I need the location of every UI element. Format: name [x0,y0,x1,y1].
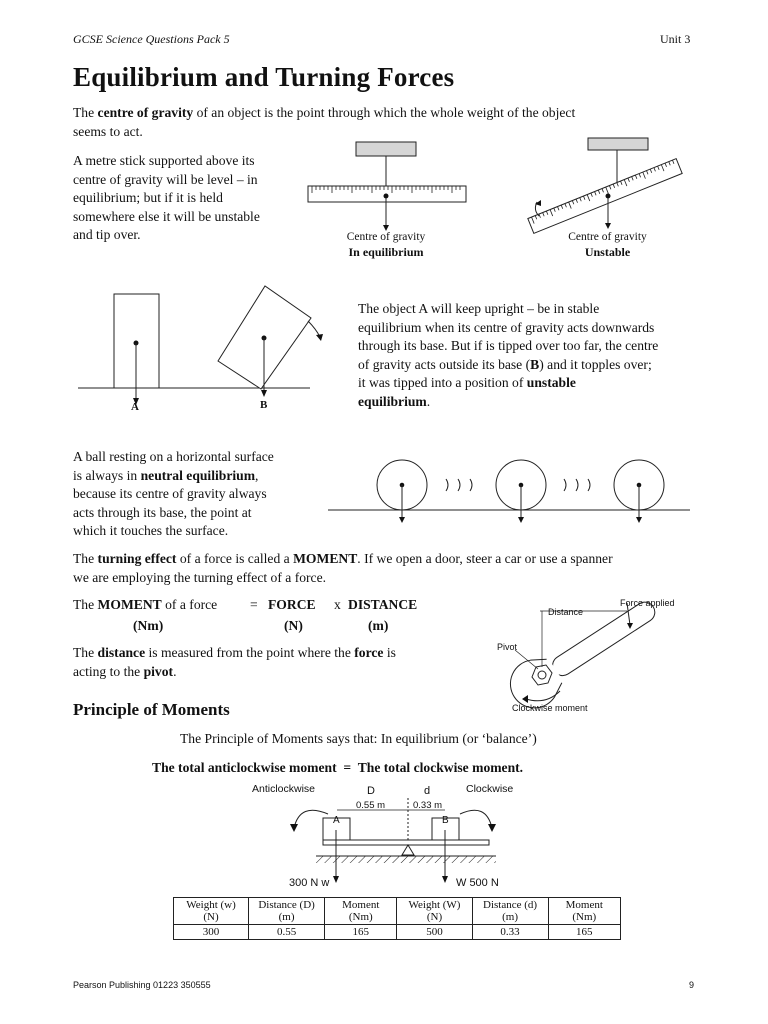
blocks-paragraph: The object A will keep upright – be in stable equilibrium when its centre of gravity acts downwards through its base. But if is tipped over too far, the centre of gravity acts outside its base (B) and it topples over; it was tipped into a position of unstable equilibrium. [358,301,659,409]
box-b-label: B [442,815,449,826]
distance-d-value: 0.33 m [413,800,443,811]
table-header: Weight (W) (N) [397,898,472,925]
spanner-pivot-label: Pivot [497,642,518,652]
ball-paragraph: A ball resting on a horizontal surface is always in neutral equilibrium, because its centre of gravity always acts through its base, the point at which it touches the surface. [73,449,274,538]
metre-stick-paragraph: A metre stick supported above its centre of gravity will be level – in equilibrium; but if it is held somewhere else it will be unstable and tip over. [73,153,260,242]
formula-force: FORCE [268,597,316,612]
page-title: Equilibrium and Turning Forces [73,62,455,92]
table-header: Distance (d) (m) [472,898,548,925]
formula-equals: = [250,597,258,612]
metre-stick-equilibrium-diagram [300,138,480,238]
table-header: Distance (D) (m) [249,898,325,925]
weight-right-label: W 500 N [456,877,499,889]
block-label-a: A [131,401,139,413]
caption-unstable: Centre of gravity Unstable [568,231,647,259]
metre-stick-unstable-diagram [525,138,695,238]
table-cell: 0.55 [249,925,325,940]
table-header: Weight (w) (N) [174,898,249,925]
weight-left-label: 300 N w [289,877,330,889]
block-label-b: B [260,399,268,411]
intro-paragraph: The centre of gravity of an object is the point through which the whole weight of the object seems to act. [73,105,576,139]
spanner-distance-label: Distance [548,607,584,617]
unit-moment: (Nm) [133,618,164,633]
table-cell: 300 [174,925,249,940]
header-source: GCSE Science Questions Pack 5 [73,32,230,46]
table-header-row [174,898,621,925]
caption-equilibrium: Centre of gravity In equilibrium [346,231,426,259]
distance-D-label: D [367,785,375,797]
spanner-force-label: Force applied [620,598,675,608]
table-header: Moment (Nm) [325,898,397,925]
unit-force: (N) [284,618,303,633]
anticlockwise-label: Anticlockwise [252,783,316,795]
box-a-label: A [333,815,340,826]
principle-statement: The Principle of Moments says that: In equilibrium (or ‘balance’) [180,731,537,746]
principle-rule: The total anticlockwise moment = The total clockwise moment. [152,760,524,775]
unit-distance: (m) [368,618,389,633]
distance-D-value: 0.55 m [356,800,386,811]
spanner-clockwise-label: Clockwise moment [512,703,588,713]
table-row [174,925,621,940]
blocks-stability-diagram [78,285,338,415]
table-cell: 500 [397,925,472,940]
distance-d-label: d [424,785,431,797]
principle-heading: Principle of Moments [73,700,230,719]
clockwise-label: Clockwise [466,783,514,795]
distance-paragraph: The distance is measured from the point where the force is acting to the pivot. [73,645,396,679]
footer-publisher: Pearson Publishing 01223 350555 [73,980,211,990]
header-unit: Unit 3 [660,32,691,46]
moments-table [173,897,621,940]
table-header: Moment (Nm) [548,898,620,925]
moment-formula-the: The MOMENT of a force [73,597,218,612]
rolling-balls-diagram [328,455,698,530]
spanner-diagram [490,595,680,720]
table-cell: 0.33 [472,925,548,940]
formula-distance: DISTANCE [348,597,418,612]
table-cell: 165 [548,925,620,940]
table-cell: 165 [325,925,397,940]
formula-times: x [334,597,341,612]
turning-paragraph: The turning effect of a force is called a MOMENT. If we open a door, steer a car or use a spanner we are employing the turning effect of a force. [73,551,613,585]
footer-page-number: 9 [689,980,695,990]
